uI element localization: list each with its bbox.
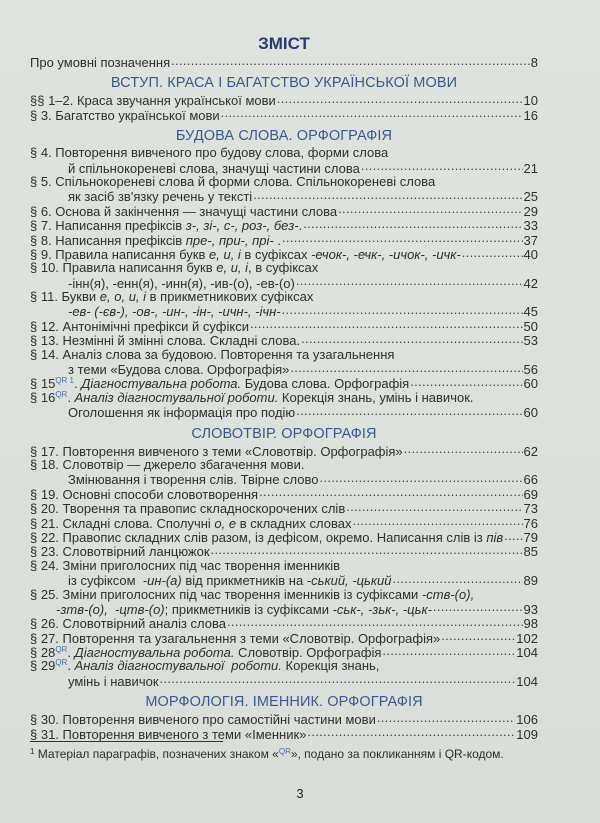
qr-marker-icon: QR (55, 389, 68, 399)
entry-text: § 20. Творення та правопис складноскорочених слів (30, 501, 346, 517)
toc-entry[interactable] (30, 233, 538, 247)
entry-text: § 3. Багатство української мови (30, 107, 220, 123)
section-header-word-formation: СЛОВОТВІР. ОРФОГРАФІЯ (191, 425, 377, 442)
leader-dots (282, 304, 523, 316)
entry-text: § 23. Словотвірний ланцюжок (30, 544, 210, 560)
entry-text: § 12. Антонімічні префікси й суфікси (30, 318, 249, 334)
entry-page: 102 (516, 630, 538, 646)
entry-page: 106 (516, 712, 538, 728)
leader-dots (160, 674, 516, 686)
section-header-word-structure: БУДОВА СЛОВА. ОРФОГРАФІЯ (175, 128, 393, 145)
qr-marker-icon: QR 1 (55, 376, 74, 386)
toc-entry[interactable] (30, 588, 538, 617)
entry-text-cont: як засіб зв'язку речень у тексті (68, 189, 253, 205)
entry-page: 10 (523, 93, 538, 109)
toc-entry[interactable] (30, 261, 538, 290)
qr-marker-icon: QR (55, 658, 68, 668)
leader-dots (290, 362, 522, 374)
leader-dots (227, 616, 523, 628)
footnote-text-after: », подано за покликанням і QR-кодом. (290, 747, 504, 761)
toc-entry[interactable] (30, 218, 538, 232)
entry-page: 45 (523, 304, 538, 320)
leader-dots (433, 602, 523, 614)
toc-entry[interactable] (30, 290, 538, 319)
entry-text: § $28^{QR}$. Діагностувальна робота. Словотвір. Орфографія (30, 645, 382, 661)
entry-text: § 19. Основні способи словотворення (30, 486, 259, 502)
footnote-text-before: Матеріал параграфів, позначених знаком « (37, 747, 279, 761)
entry-text: § 30. Повторення вивченого про самостійні частини мови (30, 712, 376, 728)
entry-page: 56 (523, 362, 538, 378)
entry-page: 89 (523, 573, 538, 589)
toc-entry[interactable] (30, 146, 538, 175)
entry-page: 25 (523, 189, 538, 205)
entry-text: Про умовні позначення (30, 55, 171, 70)
leader-dots (253, 189, 522, 201)
entry-text-cont: -інн(я), -енн(я), -инн(я), -ив-(о), -ев-(о) (68, 275, 295, 291)
leader-dots (171, 55, 530, 67)
entry-text-cont: -зтв-(о), -цтв-(о); прикметників із суфіксами -ськ-, -зьк-, -цьк- (56, 601, 432, 617)
page-title: ЗМІСТ (258, 34, 310, 53)
entry-text: § 21. Складні слова. Сполучні о, е в складних словах (30, 515, 352, 531)
toc-entry[interactable] (30, 93, 538, 107)
toc-entry[interactable] (30, 530, 538, 544)
entry-text: §§ 1–2. Краса звучання української мови (30, 93, 276, 109)
leader-dots (338, 204, 522, 216)
entry-text: § 4. Повторення вивченого про будову слова, форми слова (30, 145, 389, 161)
entry-page: 53 (523, 333, 538, 349)
toc-entry[interactable] (30, 108, 538, 122)
entry-page: 104 (516, 673, 538, 689)
entry-text-cont: -ев- (-єв-), -ов-, -ин-, -ін-, -ичн-, -ічн- (68, 304, 281, 320)
toc-entry[interactable] (30, 376, 538, 390)
toc-entry[interactable] (30, 544, 538, 558)
entry-page: 66 (523, 472, 538, 488)
entry-text: § 8. Написання префіксів пре-, при-, прі- . (30, 232, 281, 248)
toc-entry[interactable] (30, 559, 538, 588)
entry-text: § 7. Написання префіксів з-, зі-, с-, роз-, без-. (30, 218, 303, 234)
qr-marker-icon: QR (278, 747, 291, 756)
entry-text-cont: з теми «Будова слова. Орфографія» (68, 362, 290, 378)
entry-page: 21 (523, 160, 538, 176)
entry-text: § 6. Основа й закінчення — значущі частини слова (30, 203, 338, 219)
entry-text: § 24. Зміни приголосних під час творення іменників (30, 557, 341, 573)
section-header-intro: ВСТУП. КРАСА І БАГАТСТВО УКРАЇНСЬКОЇ МОВИ (110, 75, 458, 92)
leader-dots (392, 573, 522, 585)
toc-entry[interactable] (30, 712, 538, 726)
toc-entry[interactable] (30, 204, 538, 218)
toc-entry[interactable] (30, 247, 538, 261)
toc-entry[interactable] (30, 444, 538, 458)
leader-dots (404, 444, 523, 456)
entry-text: § 25. Зміни приголосних під час творення іменників із суфіксами -ств-(о), (30, 586, 475, 602)
toc-entry[interactable] (30, 348, 538, 377)
entry-page: 16 (523, 107, 538, 123)
entry-page: 62 (523, 443, 538, 459)
leader-dots (346, 501, 522, 513)
footnote-divider (30, 741, 223, 742)
leader-dots (259, 487, 522, 499)
toc-entry[interactable] (30, 458, 538, 487)
leader-dots (377, 712, 515, 724)
entry-page: 33 (523, 218, 538, 234)
entry-text: § 13. Незмінні й змінні слова. Складні слова. (30, 333, 301, 349)
entry-text: § 22. Правопис складних слів разом, із дефісом, окремо. Написання слів із пів (30, 529, 504, 545)
entry-text: § 11. Букви е, о, и, і в прикметникових суфіксах (30, 289, 314, 305)
entry-text: § $15^{QR 1}$. Діагностувальна робота. Будова слова. Орфографія (30, 376, 410, 392)
leader-dots (282, 233, 523, 245)
toc-entry-intro[interactable] (30, 55, 538, 69)
toc-entry[interactable] (30, 727, 538, 741)
leader-dots (277, 93, 523, 105)
leader-dots (221, 108, 523, 120)
entry-page: 60 (523, 405, 538, 421)
leader-dots (382, 645, 515, 657)
toc-entry[interactable] (30, 645, 538, 659)
toc-entry[interactable] (30, 631, 538, 645)
entry-text-cont: Оголошення як інформація про подію (68, 405, 296, 421)
entry-text: § 10. Правила написання букв е, и, і, в суфіксах (30, 260, 319, 276)
entry-text: § $29^{QR}$. Аналіз діагностувальної роботи. Корекція знань, (30, 658, 380, 674)
leader-dots (307, 727, 515, 739)
leader-dots (211, 544, 523, 556)
entry-text: § 27. Повторення та узагальнення з теми «Словотвір. Орфографія» (30, 630, 441, 646)
entry-page: 93 (523, 601, 538, 617)
leader-dots (250, 319, 523, 331)
footnote-marker: 1 (30, 747, 35, 756)
leader-dots (361, 161, 523, 173)
entry-text-cont: й спільнокореневі слова, значущі частини слова (68, 160, 360, 176)
entry-page: 109 (516, 726, 538, 742)
entry-page: 50 (523, 318, 538, 334)
entry-page: 85 (523, 544, 538, 560)
entry-text: § 5. Спільнокореневі слова й форми слова. Спільнокореневі слова (30, 173, 436, 189)
entry-page: 40 (523, 246, 538, 262)
toc-entry[interactable] (30, 333, 538, 347)
entry-text-cont: Змінювання і творення слів. Твірне слово (68, 472, 319, 488)
entry-page: 60 (523, 376, 538, 392)
toc-entry[interactable] (30, 659, 538, 688)
toc-entry[interactable] (30, 616, 538, 630)
toc-entry[interactable] (30, 175, 538, 204)
entry-text: § 18. Словотвір — джерело збагачення мови. (30, 456, 305, 472)
entry-text: § 26. Словотвірний аналіз слова (30, 616, 227, 632)
leader-dots (441, 631, 515, 643)
leader-dots (352, 516, 522, 528)
leader-dots (320, 472, 523, 484)
leader-dots (462, 247, 523, 259)
leader-dots (303, 218, 522, 230)
toc-entry[interactable] (30, 487, 538, 501)
entry-page: 37 (523, 232, 538, 248)
toc-entry[interactable] (30, 516, 538, 530)
entry-page: 69 (523, 486, 538, 502)
page-number: 3 (296, 786, 304, 801)
entry-text: § 31. Повторення вивченого з теми «Іменник» (30, 726, 307, 742)
leader-dots (296, 276, 523, 288)
leader-dots (301, 333, 522, 345)
leader-dots (504, 530, 522, 542)
leader-dots (410, 376, 522, 388)
entry-text: § 17. Повторення вивченого з теми «Словотвір. Орфографія» (30, 443, 403, 459)
section-header-morphology: МОРФОЛОГІЯ. ІМЕННИК. ОРФОГРАФІЯ (145, 694, 423, 711)
entry-page: 73 (523, 501, 538, 517)
entry-page: 98 (523, 616, 538, 632)
toc-entry[interactable] (30, 319, 538, 333)
entry-page: 79 (523, 529, 538, 545)
entry-page: 42 (523, 275, 538, 291)
toc-entry[interactable] (30, 501, 538, 515)
entry-page: 104 (516, 645, 538, 661)
entry-page: 76 (523, 515, 538, 531)
entry-page: 29 (523, 203, 538, 219)
entry-page: 8 (530, 55, 538, 70)
leader-dots (296, 405, 522, 417)
toc-entry[interactable] (30, 391, 538, 420)
table-of-contents (30, 33, 538, 741)
qr-marker-icon: QR (55, 645, 68, 655)
footnote (30, 747, 504, 761)
entry-text-cont: із суфіксом -ин-(а) від прикметників на -ський, -цький (68, 573, 392, 589)
entry-text: § $16^{QR}$. Аналіз діагностувальної роботи. Корекція знань, умінь і навичок. (30, 389, 474, 405)
entry-text-cont: умінь і навичок (68, 673, 159, 689)
entry-text: § 9. Правила написання букв е, и, і в суфіксах -ечок-, -ечк-, -ичок-, -ичк- (30, 246, 461, 262)
entry-text: § 14. Аналіз слова за будовою. Повторення та узагальнення (30, 346, 395, 362)
